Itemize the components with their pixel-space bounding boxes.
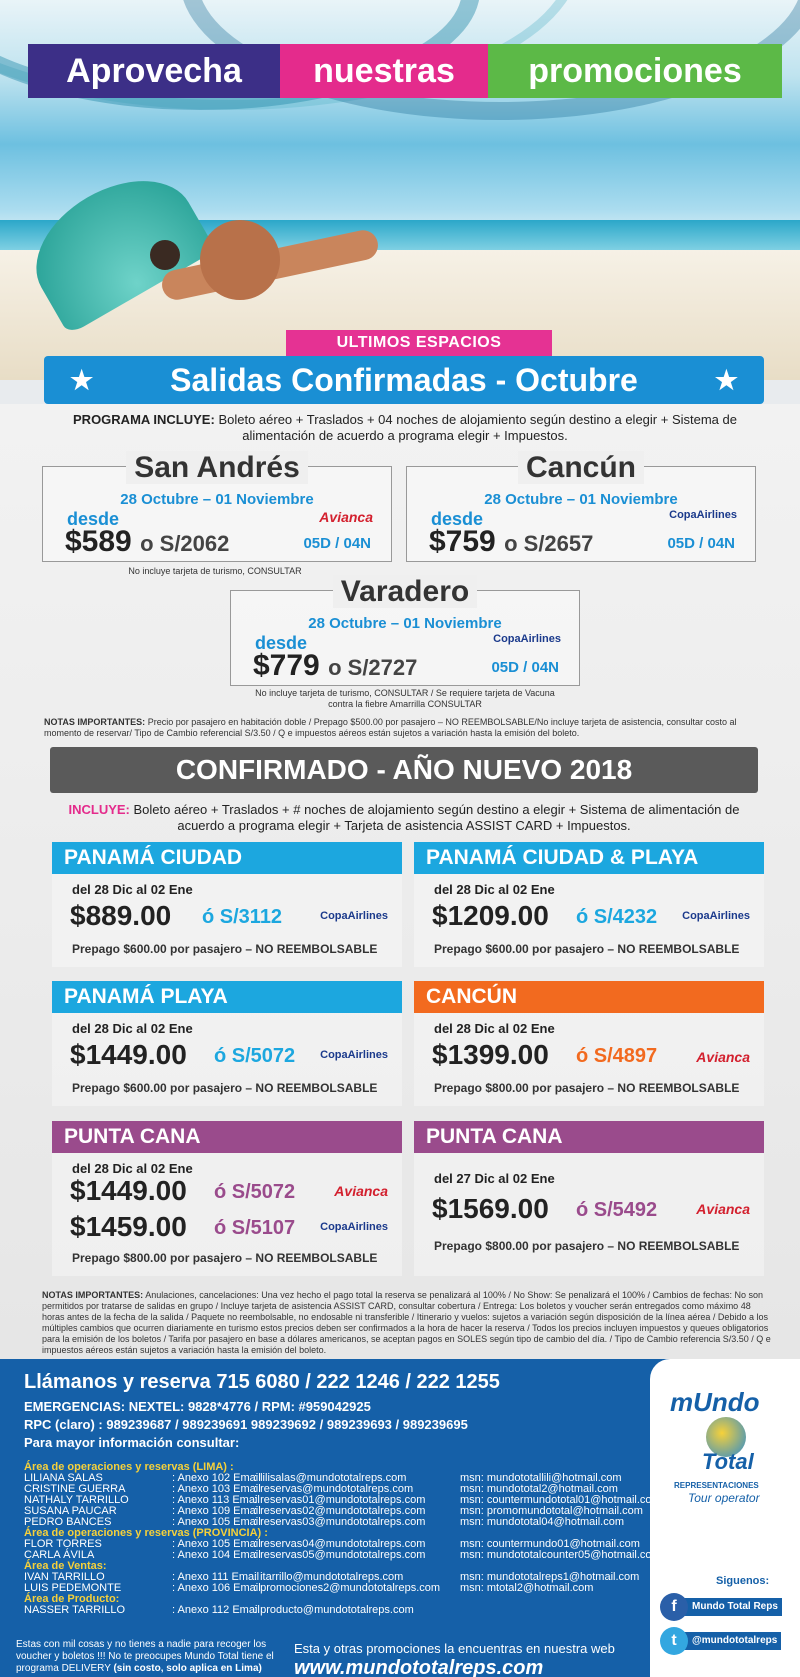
- programa-incluye: [60, 412, 750, 444]
- card-title: PUNTA CANA: [52, 1121, 402, 1153]
- area-title: Área de Ventas:: [24, 1560, 107, 1572]
- contact-email[interactable]: : reservas01@mundototalreps.com: [254, 1494, 426, 1506]
- nights-label: 05D / 04N: [303, 535, 371, 552]
- contact-section: [0, 1359, 800, 1677]
- notas-text: Precio por pasajero en habitación doble / Prepago $500.00 por pasajero – NO REEMBOLSABLE/No incluye tarjeta de asistencia, consultar costo al momento de reservar/ Tipo de Cambio referencial S/3.50 / Q e impuestos aéreos están sujetos a variación hasta la emisión del boleto.: [44, 717, 737, 738]
- card-soles-2: ó S/5107: [214, 1217, 296, 1239]
- headline-word-1: Aprovecha: [28, 44, 280, 98]
- destination-name: Cancún: [518, 451, 644, 484]
- copa-airlines-logo: CopaAirlines: [320, 910, 388, 922]
- destination-name: San Andrés: [126, 451, 308, 484]
- copa-airlines-logo: CopaAirlines: [320, 1221, 388, 1233]
- avianca-logo: Avianca: [319, 509, 373, 525]
- card-price: $1449.00: [70, 1039, 187, 1070]
- price-soles: o S/2062: [140, 531, 230, 556]
- contact-email[interactable]: : reservas@mundototalreps.com: [254, 1483, 414, 1495]
- copa-airlines-logo: CopaAirlines: [669, 509, 737, 521]
- contact-name: NATHALY TARRILLO: [24, 1494, 129, 1506]
- copa-airlines-logo: CopaAirlines: [320, 1049, 388, 1061]
- destination-dates: 28 Octubre – 01 Noviembre: [484, 491, 678, 508]
- card-panama-ciudad[interactable]: [52, 842, 402, 967]
- contact-anexo: : Anexo 105 Email: [172, 1538, 261, 1550]
- desde-label: desde: [431, 509, 484, 529]
- card-price: $1209.00: [432, 900, 549, 931]
- mas-info-line: Para mayor información consultar:: [24, 1435, 240, 1450]
- card-dates: del 28 Dic al 02 Ene: [434, 882, 555, 897]
- card-dates: del 28 Dic al 02 Ene: [72, 882, 193, 897]
- contact-msn[interactable]: msn: mundototal04@hotmail.com: [460, 1516, 625, 1528]
- contact-email[interactable]: : reservas05@mundototalreps.com: [254, 1549, 426, 1561]
- logo-total-text: Total: [702, 1449, 754, 1474]
- card-soles: ó S/5492: [576, 1199, 658, 1221]
- salidas-octubre-heading: [44, 356, 764, 404]
- card-price: $1399.00: [432, 1039, 549, 1070]
- card-prepago: Prepago $800.00 por pasajero – NO REEMBOLSABLE: [434, 1081, 740, 1095]
- contact-msn[interactable]: msn: promomundototal@hotmail.com: [460, 1505, 643, 1517]
- contact-anexo: : Anexo 102 Email: [172, 1472, 261, 1484]
- card-title: PANAMÁ CIUDAD & PLAYA: [414, 842, 764, 874]
- logo-tour-operator: Tour operator: [688, 1491, 760, 1505]
- notas-label: NOTAS IMPORTANTES:: [44, 717, 146, 727]
- price-soles: o S/2657: [504, 531, 594, 556]
- contact-anexo: : Anexo 112 Email: [172, 1604, 260, 1616]
- card-panama-playa[interactable]: [52, 981, 402, 1106]
- card-dates: del 27 Dic al 02 Ene: [434, 1171, 555, 1186]
- ano-nuevo-heading: CONFIRMADO - AÑO NUEVO 2018: [50, 747, 758, 793]
- contact-name: CARLA ÁVILA: [24, 1549, 95, 1561]
- notas-octubre: [44, 717, 764, 739]
- san-andres-note: No incluye tarjeta de turismo, CONSULTAR: [128, 566, 302, 576]
- phone-headline[interactable]: Llámanos y reserva 715 6080 / 222 1246 / 222 1255: [24, 1371, 500, 1393]
- rpc-line: RPC (claro) : 989239687 / 989239691 989239692 / 989239693 / 989239695: [24, 1417, 468, 1432]
- price-soles: o S/2727: [328, 655, 418, 680]
- website-link[interactable]: www.mundototalreps.com: [294, 1657, 544, 1677]
- nights-label: 05D / 04N: [491, 659, 559, 676]
- card-price: $1449.00: [70, 1175, 187, 1206]
- salidas-title: Salidas Confirmadas - Octubre: [170, 362, 638, 398]
- card-title: PANAMÁ CIUDAD: [52, 842, 402, 874]
- twitter-link[interactable]: [660, 1627, 790, 1655]
- card-prepago: Prepago $600.00 por pasajero – NO REEMBOLSABLE: [434, 942, 740, 956]
- card-prepago: Prepago $600.00 por pasajero – NO REEMBOLSABLE: [72, 942, 378, 956]
- card-prepago: Prepago $800.00 por pasajero – NO REEMBOLSABLE: [434, 1239, 740, 1253]
- contact-name: CRISTINE GUERRA: [24, 1483, 126, 1495]
- contact-msn[interactable]: msn: mundototal2@hotmail.com: [460, 1483, 618, 1495]
- facebook-label: Mundo Total Reps: [684, 1598, 782, 1616]
- contact-email[interactable]: : promociones2@mundototalreps.com: [254, 1582, 441, 1594]
- price-usd: $779: [253, 649, 320, 682]
- logo-mundo-text: mUndo: [670, 1387, 760, 1417]
- destination-san-andres[interactable]: [42, 451, 392, 562]
- desde-label: desde: [67, 509, 120, 529]
- card-prepago: Prepago $600.00 por pasajero – NO REEMBOLSABLE: [72, 1081, 378, 1095]
- card-soles: ó S/3112: [202, 906, 283, 928]
- contact-email[interactable]: : reservas02@mundototalreps.com: [254, 1505, 426, 1517]
- destination-dates: 28 Octubre – 01 Noviembre: [120, 491, 314, 508]
- contact-name: NASSER TARRILLO: [24, 1604, 126, 1616]
- contact-msn[interactable]: msn: mtotal2@hotmail.com: [460, 1582, 594, 1594]
- contact-anexo: : Anexo 105 Email: [172, 1516, 261, 1528]
- card-dates: del 28 Dic al 02 Ene: [434, 1021, 555, 1036]
- card-soles: ó S/4897: [576, 1045, 658, 1067]
- avianca-logo: Avianca: [696, 1049, 750, 1065]
- incluye-label: INCLUYE:: [68, 802, 130, 817]
- beach-couple-image: [140, 220, 380, 310]
- emergencias-line: EMERGENCIAS: NEXTEL: 9828*4776 / RPM: #959042925: [24, 1399, 371, 1414]
- delivery-text: Estas con mil cosas y no tienes a nadie para recoger los voucher y boletos !!! No te preocupes Mundo Total tiene el programa DELIVERY: [16, 1639, 274, 1674]
- card-dates: del 28 Dic al 02 Ene: [72, 1161, 193, 1176]
- web-promo-text: Esta y otras promociones la encuentras en nuestra web: [294, 1641, 615, 1656]
- price-usd: $759: [429, 525, 496, 558]
- siguenos-label: Siguenos:: [716, 1575, 770, 1587]
- facebook-icon: f: [660, 1593, 688, 1621]
- card-title: PUNTA CANA: [414, 1121, 764, 1153]
- ultimos-espacios-badge: ULTIMOS ESPACIOS: [286, 330, 552, 356]
- contact-name: IVAN TARRILLO: [24, 1571, 105, 1583]
- card-soles: ó S/5072: [214, 1045, 296, 1067]
- contact-anexo: : Anexo 113 Email: [172, 1494, 260, 1506]
- avianca-logo: Avianca: [334, 1183, 388, 1199]
- twitter-label: @mundototalreps: [684, 1632, 781, 1650]
- contact-msn[interactable]: msn: mundototallili@hotmail.com: [460, 1472, 622, 1484]
- card-soles: ó S/5072: [214, 1181, 296, 1203]
- nights-label: 05D / 04N: [667, 535, 735, 552]
- contact-msn[interactable]: msn: mundototalcounter05@hotmail.com: [460, 1549, 661, 1561]
- destination-varadero[interactable]: [230, 575, 580, 686]
- incluye-text: Boleto aéreo + Traslados + 04 noches de alojamiento según destino a elegir + Sistema de alimentación de acuerdo a programa elegir + Impuestos.: [218, 412, 737, 443]
- contact-name: LILIANA SALAS: [24, 1472, 103, 1484]
- delivery-condition: (sin costo, solo aplica en Lima): [113, 1663, 262, 1674]
- copa-airlines-logo: CopaAirlines: [493, 633, 561, 645]
- destination-dates: 28 Octubre – 01 Noviembre: [308, 615, 502, 632]
- contact-row: [24, 1605, 644, 1616]
- notas-ano-nuevo: [42, 1290, 772, 1356]
- contact-name: PEDRO BANCES: [24, 1516, 112, 1528]
- area-title: Área de operaciones y reservas (LIMA) :: [24, 1461, 234, 1473]
- incluye-label: PROGRAMA INCLUYE:: [73, 412, 215, 427]
- contact-email[interactable]: : reservas03@mundototalreps.com: [254, 1516, 426, 1528]
- card-price-2: $1459.00: [70, 1211, 187, 1242]
- headline-word-2: nuestras: [280, 44, 488, 98]
- logo-representaciones: REPRESENTACIONES: [674, 1481, 759, 1490]
- contact-email[interactable]: : producto@mundototalreps.com: [254, 1604, 414, 1616]
- contact-name: SUSANA PAUCAR: [24, 1505, 117, 1517]
- notas-text: Anulaciones, cancelaciones: Una vez hecho el pago total la reserva se penalizará al 100% / No Show: Se penalizará el 100% / Cambios de fechas: No son permitidos por tratarse de salidas en grupo / Incluye tarjeta de asistencia ASSIST CARD, consultar cobertura / Entrega: Los boletos y voucher serán entregados como máximo 48 horas antes de la fecha de la salida / Paquete no reembolsable, no endosable ni transferible / Itinerario y vuelos: sujetos a variación según disposición de la línea aérea / Debido a los múltiples cambios que ocurren diariamente en turismo estos precios deben ser confirmados a la hora de hacer la reserva / Todos los precios incluyen impuestos y queues obligatorios para la emisión de los boletos / Tarifa por pasajero en base a dólares americanos, se aceptan pagos en SOLES según tipo de cambio del día. / Tipo de Cambio referencia S/3.50 / Q e impuestos aéreos están sujetos a variación hasta la emisión del boleto.: [42, 1290, 771, 1355]
- card-prepago: Prepago $800.00 por pasajero – NO REEMBOLSABLE: [72, 1251, 378, 1265]
- contact-name: FLOR TORRES: [24, 1538, 102, 1550]
- contact-anexo: : Anexo 109 Email: [172, 1505, 261, 1517]
- card-cancun[interactable]: [414, 981, 764, 1106]
- avianca-logo: Avianca: [696, 1201, 750, 1217]
- price-usd: $589: [65, 525, 132, 558]
- delivery-note: [16, 1639, 276, 1675]
- contact-anexo: : Anexo 103 Email: [172, 1483, 261, 1495]
- card-price: $1569.00: [432, 1193, 549, 1224]
- contact-email[interactable]: : lilisalas@mundototalreps.com: [254, 1472, 407, 1484]
- destination-name: Varadero: [333, 575, 477, 608]
- headline-word-3: promociones: [488, 44, 782, 98]
- card-price: $889.00: [70, 900, 172, 931]
- contact-name: LUIS PEDEMONTE: [24, 1582, 122, 1594]
- card-dates: del 28 Dic al 02 Ene: [72, 1021, 193, 1036]
- incluye-text: Boleto aéreo + Traslados + # noches de alojamiento según destino a elegir + Sistema de alimentación de acuerdo a programa elegir + Tarjeta de asistencia ASSIST CARD + Impuestos.: [133, 802, 740, 833]
- contact-email[interactable]: : reservas04@mundototalreps.com: [254, 1538, 426, 1550]
- card-title: CANCÚN: [414, 981, 764, 1013]
- contact-anexo: : Anexo 104 Email: [172, 1549, 261, 1561]
- star-icon: ★: [714, 365, 738, 395]
- card-panama-ciudad-playa[interactable]: [414, 842, 764, 967]
- mundo-total-logo: [666, 1383, 790, 1505]
- hero-banner: [0, 0, 800, 380]
- star-icon: ★: [70, 365, 94, 395]
- desde-label: desde: [255, 633, 308, 653]
- destination-cancun[interactable]: [406, 451, 756, 562]
- contact-msn[interactable]: msn: countermundo01@hotmail.com: [460, 1538, 640, 1550]
- ano-nuevo-incluye: [54, 802, 754, 834]
- contact-msn[interactable]: msn: countermundototal01@hotmail.com: [460, 1494, 661, 1506]
- area-title: Área de operaciones y reservas (PROVINCIA) :: [24, 1527, 268, 1539]
- contact-row: [24, 1549, 661, 1561]
- contact-anexo: : Anexo 111 Email: [172, 1571, 260, 1583]
- varadero-note: No incluye tarjeta de turismo, CONSULTAR / Se requiere tarjeta de Vacuna contra la fiebre Amarrilla CONSULTAR: [255, 688, 555, 709]
- contact-list: [24, 1461, 661, 1616]
- card-punta-cana-27[interactable]: [414, 1121, 764, 1276]
- contact-email[interactable]: : itarrillo@mundototalreps.com: [254, 1571, 404, 1583]
- card-punta-cana-28[interactable]: [52, 1121, 402, 1276]
- card-title: PANAMÁ PLAYA: [52, 981, 402, 1013]
- card-soles: ó S/4232: [576, 906, 658, 928]
- notas-label: NOTAS IMPORTANTES:: [42, 1290, 144, 1300]
- area-title: Área de Producto:: [24, 1593, 120, 1605]
- facebook-link[interactable]: [660, 1593, 790, 1621]
- twitter-icon: t: [660, 1627, 688, 1655]
- contact-anexo: : Anexo 106 Email: [172, 1582, 261, 1594]
- copa-airlines-logo: CopaAirlines: [682, 910, 750, 922]
- contact-msn[interactable]: msn: mundototalreps1@hotmail.com: [460, 1571, 640, 1583]
